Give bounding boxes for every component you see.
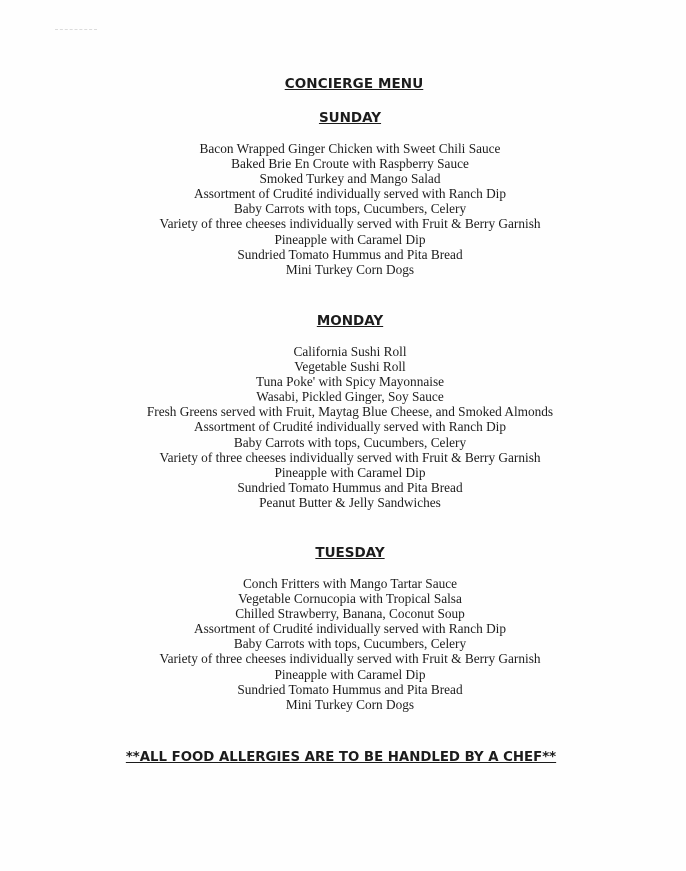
scan-artifact xyxy=(55,29,97,32)
day-heading: SUNDAY xyxy=(318,110,382,126)
menu-item: Tuna Poke' with Spicy Mayonnaise xyxy=(255,374,445,390)
day-heading: MONDAY xyxy=(316,313,384,329)
menu-item: Pineapple with Caramel Dip xyxy=(274,666,426,682)
menu-item-list xyxy=(0,344,686,510)
menu-item: California Sushi Roll xyxy=(293,344,407,359)
menu-item: Conch Fritters with Mango Tartar Sauce xyxy=(242,576,458,591)
menu-item: Baby Carrots with tops, Cucumbers, Celery xyxy=(233,201,467,217)
menu-item: Smoked Turkey and Mango Salad xyxy=(259,171,441,187)
menu-item: Bacon Wrapped Ginger Chicken with Sweet Chili Sauce xyxy=(199,141,501,156)
menu-item: Variety of three cheeses individually served with Fruit & Berry Garnish xyxy=(159,449,541,465)
menu-item: Peanut Butter & Jelly Sandwiches xyxy=(259,494,441,510)
menu-item-list xyxy=(0,141,686,277)
menu-item-list xyxy=(0,576,686,712)
menu-item: Variety of three cheeses individually served with Fruit & Berry Garnish xyxy=(159,216,541,232)
menu-item: Vegetable Sushi Roll xyxy=(294,359,406,375)
menu-item: Baby Carrots with tops, Cucumbers, Celery xyxy=(233,636,467,652)
menu-item: Assortment of Crudité individually served with Ranch Dip xyxy=(193,186,507,202)
menu-item: Assortment of Crudité individually served with Ranch Dip xyxy=(193,419,507,435)
menu-item: Chilled Strawberry, Banana, Coconut Soup xyxy=(235,606,465,622)
menu-item: Vegetable Cornucopia with Tropical Salsa xyxy=(238,591,462,607)
menu-item: Mini Turkey Corn Dogs xyxy=(285,696,415,712)
day-section-sunday xyxy=(0,110,686,277)
allergy-notice: **ALL FOOD ALLERGIES ARE TO BE HANDLED BY A CHEF** xyxy=(125,750,557,765)
menu-item: Sundried Tomato Hummus and Pita Bread xyxy=(237,681,463,697)
page-title: CONCIERGE MENU xyxy=(284,76,424,92)
menu-item: Baby Carrots with tops, Cucumbers, Celery xyxy=(233,434,467,450)
menu-item: Sundried Tomato Hummus and Pita Bread xyxy=(237,479,463,495)
menu-item: Pineapple with Caramel Dip xyxy=(274,464,426,480)
menu-item: Pineapple with Caramel Dip xyxy=(274,231,426,247)
day-section-monday xyxy=(0,313,686,510)
menu-item: Sundried Tomato Hummus and Pita Bread xyxy=(237,246,463,262)
menu-item: Baked Brie En Croute with Raspberry Sauce xyxy=(231,156,469,172)
menu-item: Wasabi, Pickled Ginger, Soy Sauce xyxy=(256,389,444,405)
menu-item: Variety of three cheeses individually served with Fruit & Berry Garnish xyxy=(159,651,541,667)
menu-item: Fresh Greens served with Fruit, Maytag Blue Cheese, and Smoked Almonds xyxy=(146,404,554,420)
menu-item: Assortment of Crudité individually served with Ranch Dip xyxy=(193,621,507,637)
day-heading: TUESDAY xyxy=(315,545,385,561)
day-section-tuesday xyxy=(0,545,686,712)
menu-item: Mini Turkey Corn Dogs xyxy=(285,261,415,277)
